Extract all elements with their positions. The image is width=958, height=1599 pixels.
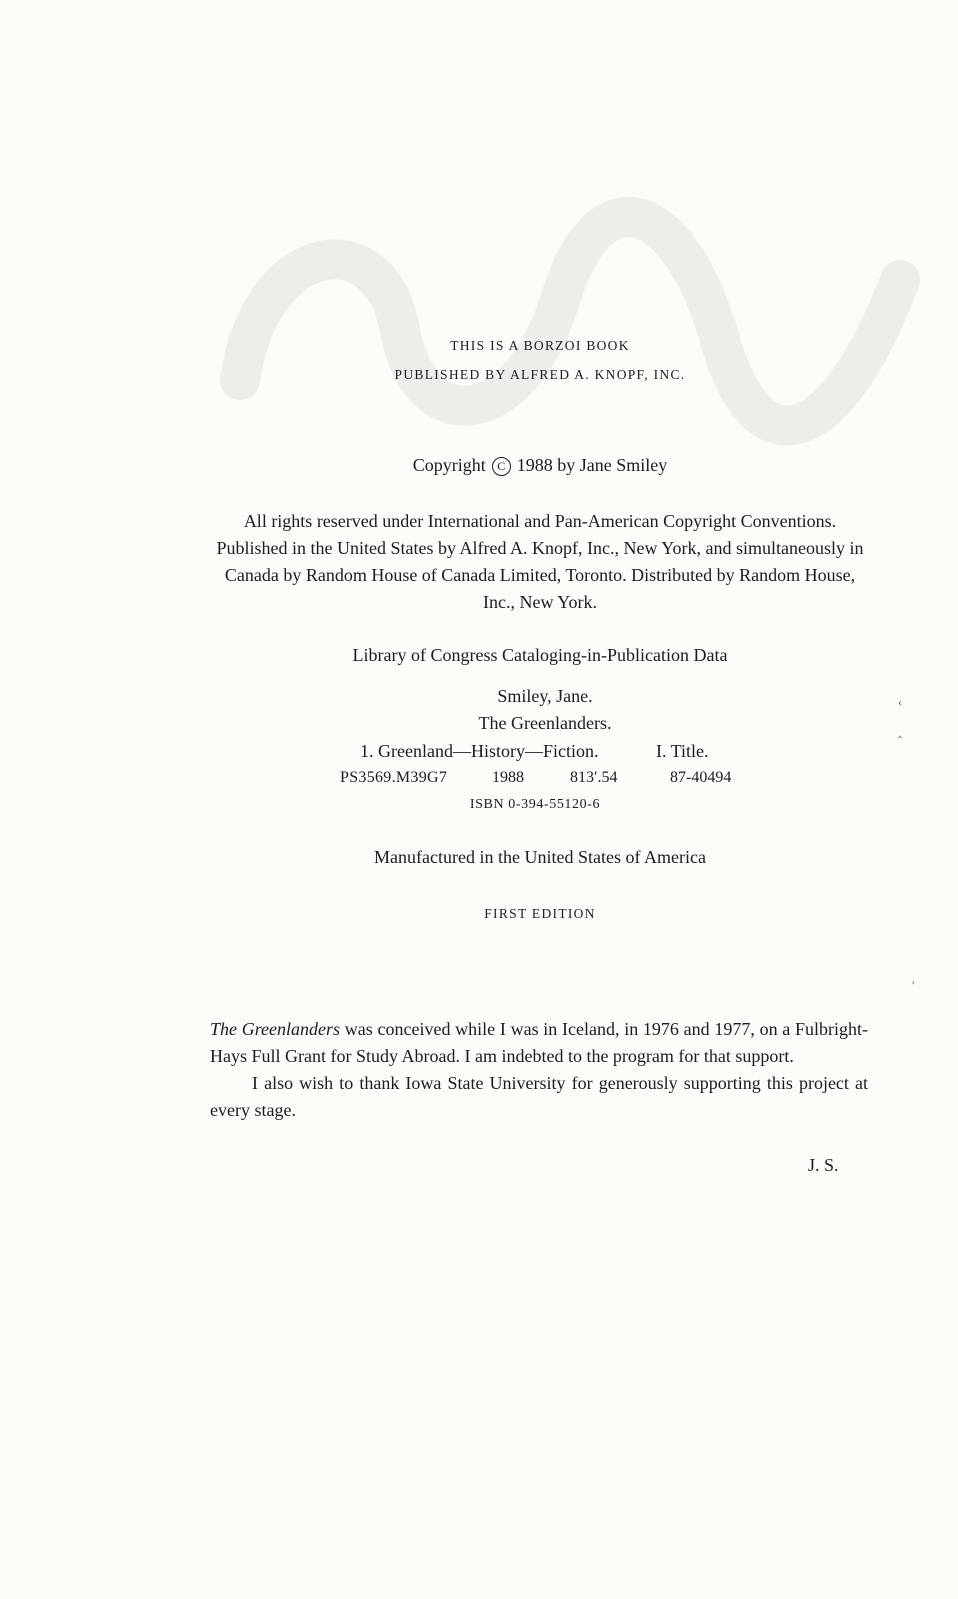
publisher-line: PUBLISHED BY ALFRED A. KNOPF, INC. bbox=[394, 367, 686, 382]
borzoi-line: THIS IS A BORZOI BOOK bbox=[450, 338, 630, 353]
signature-initials: J. S. bbox=[808, 1155, 839, 1175]
cip-heading: Library of Congress Cataloging-in-Publication Data bbox=[352, 645, 728, 665]
cip-title-entry: I. Title. bbox=[656, 741, 709, 761]
stray-mark-icon: ‸ bbox=[898, 724, 903, 738]
stray-mark-icon: ‹ bbox=[898, 695, 902, 709]
cip-dewey: 813′.54 bbox=[570, 769, 618, 786]
watermark-bleedthrough bbox=[200, 180, 958, 460]
acknowledgment-para-1: The Greenlanders was conceived while I was in Iceland, in 1976 and 1977, on a Fulbright-Hays Full Grant for Study Abroad. I am indebted to the program for that support. bbox=[210, 1019, 868, 1066]
cip-author: Smiley, Jane. bbox=[497, 686, 593, 706]
edition-line: FIRST EDITION bbox=[484, 906, 596, 921]
copyright-symbol-icon: C bbox=[492, 457, 511, 476]
acknowledgment bbox=[210, 1016, 868, 1124]
manufactured-line: Manufactured in the United States of America bbox=[374, 847, 706, 867]
cip-isbn: ISBN 0-394-55120-6 bbox=[469, 797, 601, 812]
copyright-notice: Copyright C 1988 by Jane Smiley bbox=[412, 455, 668, 475]
stray-mark-icon: ′ bbox=[912, 978, 915, 992]
cip-year: 1988 bbox=[492, 769, 524, 786]
cip-call-number: PS3569.M39G7 bbox=[340, 769, 448, 786]
cip-lccn: 87-40494 bbox=[670, 769, 732, 786]
book-title: The Greenlanders bbox=[210, 1019, 341, 1039]
rights-paragraph: All rights reserved under International and Pan-American Copyright Conventions. Published in the United States by Alfred A. Knopf, Inc., New York, and simultaneously in Canada by Random House of Canada Limited, Toronto. Distributed by Random House, Inc., New York. bbox=[216, 511, 864, 612]
cip-subjects: 1. Greenland—History—Fiction. bbox=[360, 741, 599, 761]
cip-title: The Greenlanders. bbox=[478, 713, 612, 733]
acknowledgment-para-2: I also wish to thank Iowa State University for generously supporting this project at every stage. bbox=[210, 1073, 868, 1120]
